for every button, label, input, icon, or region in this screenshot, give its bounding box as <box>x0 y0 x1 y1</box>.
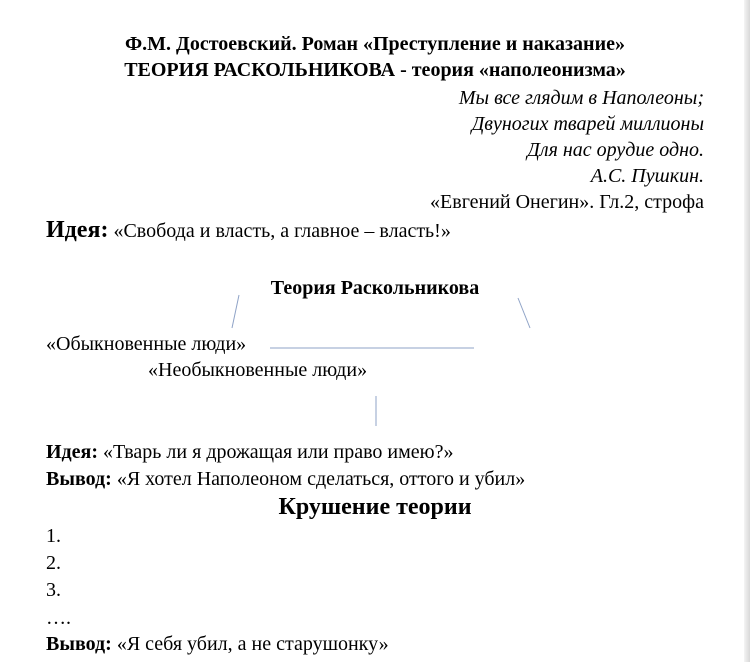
idea-main-label: Идея: <box>46 217 109 243</box>
document-title: Ф.М. Достоевский. Роман «Преступление и наказание» <box>125 33 625 55</box>
list-item: …. <box>46 607 71 629</box>
conclusion-final <box>46 632 389 656</box>
list-item: 3. <box>46 579 61 601</box>
epigraph-line-2: Двуногих тварей миллионы <box>471 113 704 135</box>
idea-second-text: «Тварь ли я дрожащая или право имею?» <box>98 441 454 463</box>
conclusion-first-label: Вывод: <box>46 468 112 490</box>
diagram-title: Теория Раскольникова <box>270 277 480 299</box>
list-item: 1. <box>46 525 61 547</box>
epigraph-line-1: Мы все глядим в Наполеоны; <box>458 87 704 109</box>
conclusion-first <box>46 467 525 491</box>
idea-main <box>46 218 451 243</box>
diagram-ordinary-people: «Обыкновенные люди» <box>46 333 247 355</box>
page-edge-shadow <box>744 0 750 662</box>
document-subtitle: ТЕОРИЯ РАСКОЛЬНИКОВА - теория «наполеонизма» <box>124 59 626 81</box>
epigraph-source: «Евгений Онегин». Гл.2, строфа <box>430 191 704 213</box>
conclusion-final-text: «Я себя убил, а не старушонку» <box>111 633 389 655</box>
epigraph-author: А.С. Пушкин. <box>590 165 704 187</box>
idea-second-label: Идея: <box>46 441 99 463</box>
list-item: 2. <box>46 552 61 574</box>
epigraph-line-3: Для нас орудие одно. <box>527 139 704 161</box>
diagram-extraordinary-people: «Необыкновенные люди» <box>148 359 368 381</box>
conclusion-first-text: «Я хотел Наполеоном сделаться, оттого и убил» <box>111 468 526 490</box>
idea-second <box>46 440 454 464</box>
diagram-line-right <box>518 298 530 328</box>
conclusion-final-label: Вывод: <box>46 633 112 655</box>
idea-main-text: «Свобода и власть, а главное – власть!» <box>108 220 451 242</box>
collapse-title: Крушение теории <box>278 494 472 520</box>
